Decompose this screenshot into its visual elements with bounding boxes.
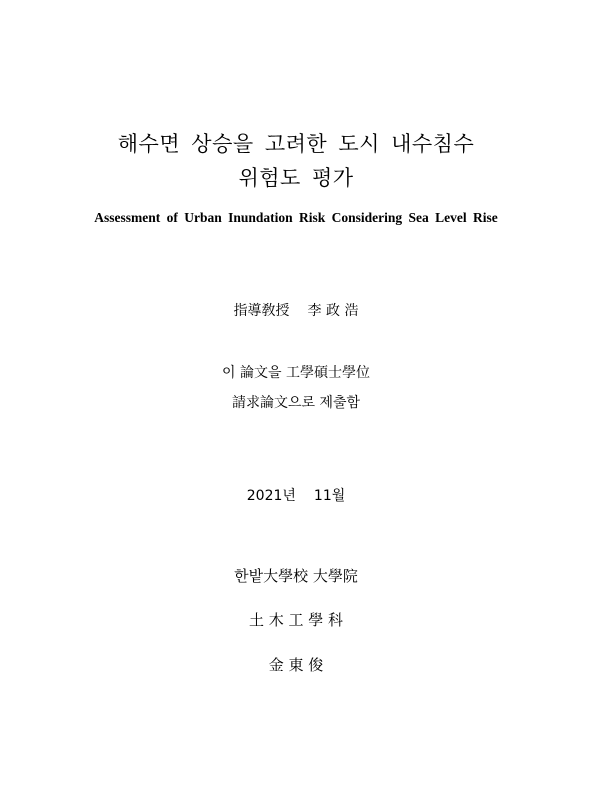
title-english: Assessment of Urban Inundation Risk Considering Sea Level Rise — [94, 210, 498, 225]
university-name: 한밭大學校 大學院 — [234, 567, 358, 585]
thesis-statement-line2: 請求論文으로 제출함 — [231, 395, 361, 411]
advisor-line — [0, 300, 592, 320]
title-korean-line2: 위험도 평가 — [238, 166, 354, 190]
date-year: 2021년 — [246, 488, 296, 504]
thesis-statement-line1: 이 論文을 工學碩士學位 — [222, 365, 370, 381]
department-name: 土 木 工 學 科 — [248, 611, 344, 629]
author-name: 金 東 俊 — [268, 656, 324, 674]
advisor-name: 李 政 浩 — [307, 303, 359, 319]
advisor-label: 指導敎授 — [233, 303, 290, 319]
date-month: 11월 — [313, 488, 346, 504]
title-korean-line1: 해수면 상승을 고려한 도시 내수침수 — [117, 132, 475, 156]
submission-date — [0, 485, 592, 505]
